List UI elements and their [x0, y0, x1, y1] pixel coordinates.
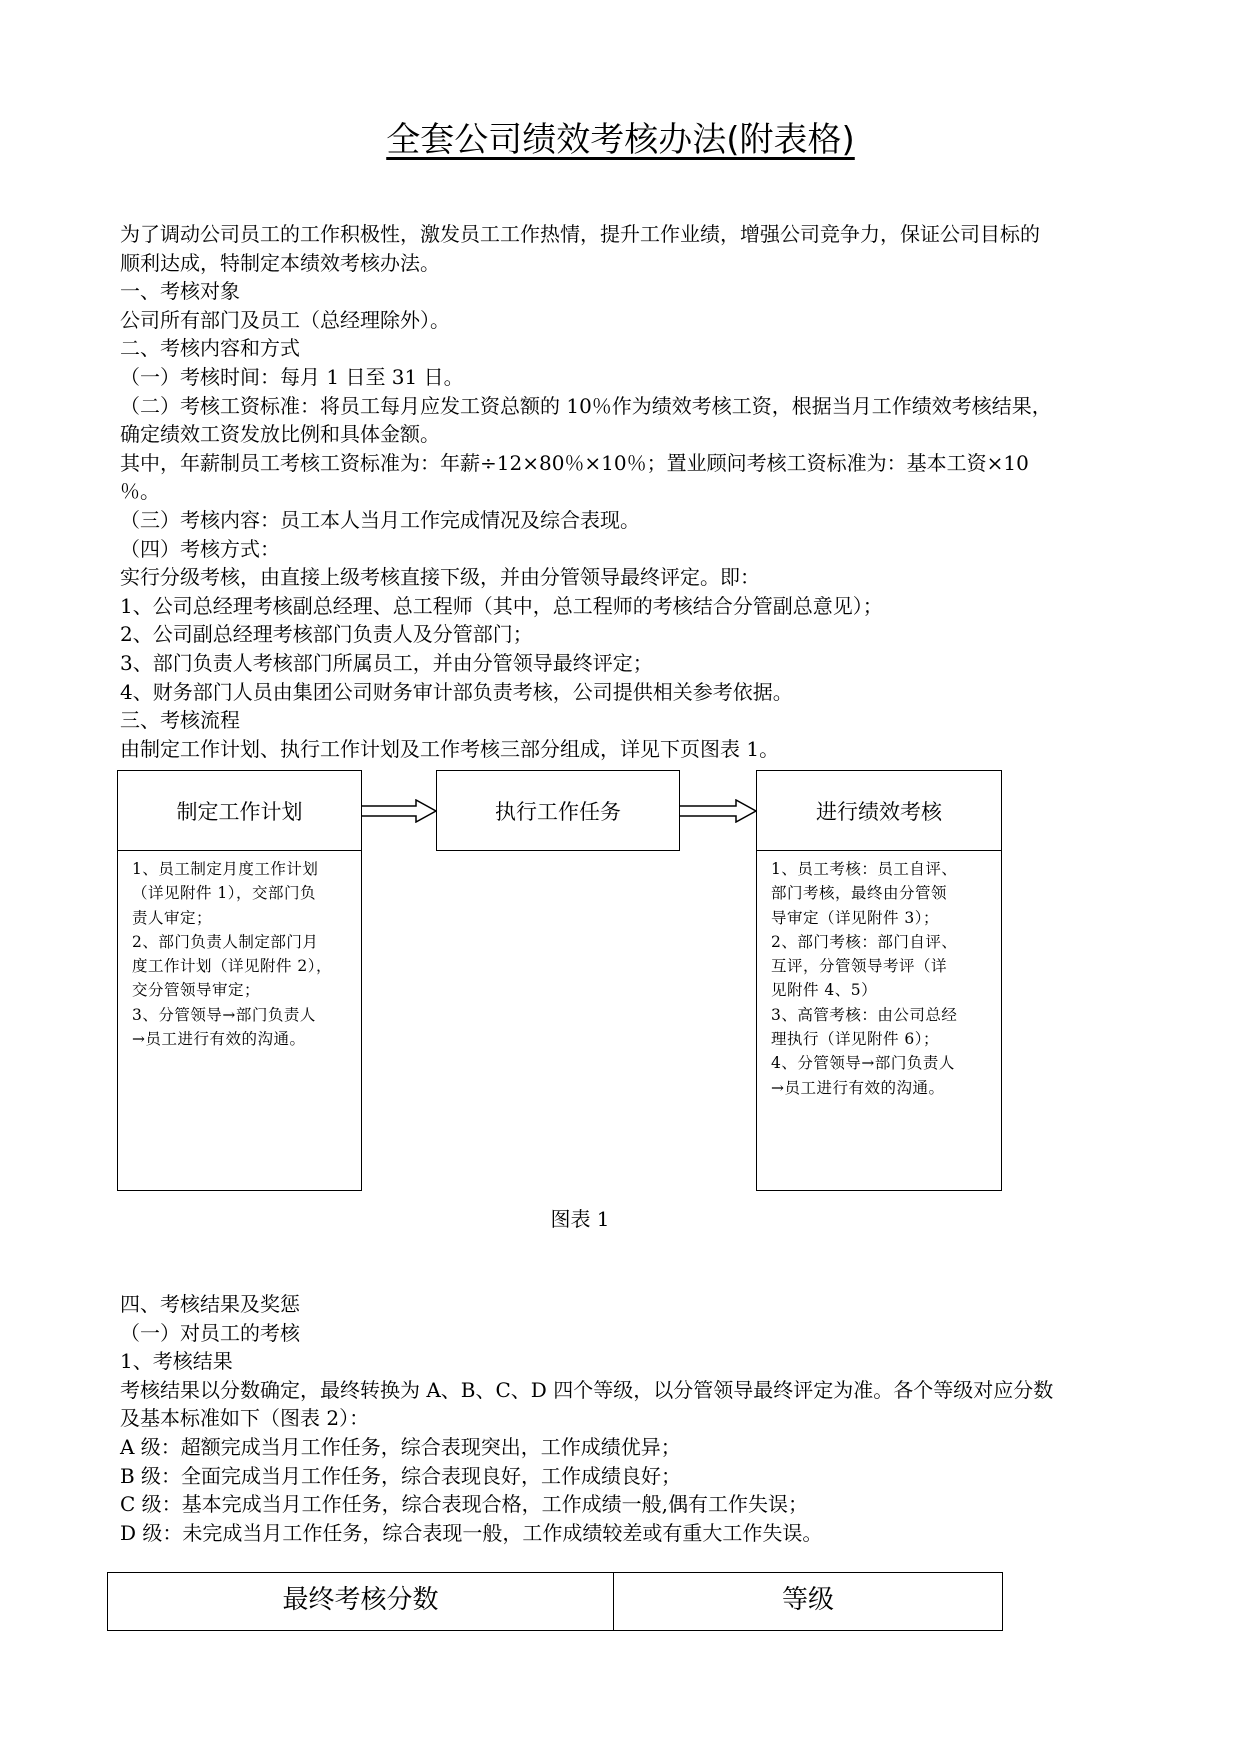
paragraph-line: （一）考核时间：每月 1 日至 31 日。: [120, 364, 464, 389]
flow-box-line: 4、分管领导→部门负责人: [771, 1054, 955, 1073]
list-item: C 级：基本完成当月工作任务，综合表现合格，工作成绩一般,偶有工作失误；: [120, 1492, 809, 1517]
flow-box-line: 2、部门考核：部门自评、: [771, 932, 958, 951]
list-item: 4、财务部门人员由集团公司财务审计部负责考核，公司提供相关参考依据。: [120, 679, 793, 704]
flow-box-evaluate-title: [756, 770, 1002, 851]
flow-box-line: 度工作计划（详见附件 2），: [132, 957, 333, 976]
paragraph-line: 公司所有部门及员工（总经理除外）。: [120, 307, 450, 332]
paragraph-line: 及基本标准如下（图表 2）：: [120, 1406, 370, 1431]
flow-box-line: 见附件 4、5）: [771, 981, 878, 1000]
paragraph-line: （二）考核工资标准：将员工每月应发工资总额的 10％作为绩效考核工资，根据当月工作绩效考核结果，: [120, 393, 1052, 418]
flow-box-plan-body: [117, 850, 362, 1191]
table-header-grade: 等级: [614, 1573, 1003, 1631]
section-heading: 一、考核对象: [120, 279, 240, 304]
paragraph-line: 顺利达成，特制定本绩效考核办法。: [120, 250, 440, 275]
figure-caption: 图表 1: [550, 1207, 610, 1231]
flow-arrow-icon: [362, 799, 438, 823]
flow-box-plan-title: [117, 770, 362, 851]
section-heading: 三、考核流程: [120, 708, 240, 733]
flow-box-line: 理执行（详见附件 6）；: [771, 1030, 940, 1049]
section-heading: 二、考核内容和方式: [120, 336, 300, 361]
flow-box-line: 责人审定；: [132, 908, 213, 927]
flow-box-line: →员工进行有效的沟通。: [771, 1078, 945, 1097]
flow-box-line: （详见附件 1），交部门负: [132, 884, 317, 903]
table-header-row: [108, 1573, 1003, 1631]
list-item: 2、公司副总经理考核部门负责人及分管部门；: [120, 622, 533, 647]
page-title: 全套公司绩效考核办法(附表格): [386, 120, 855, 160]
flow-box-line: 交分管领导审定；: [132, 981, 261, 1000]
paragraph-line: 确定绩效工资发放比例和具体金额。: [120, 422, 440, 447]
paragraph-line: （三）考核内容：员工本人当月工作完成情况及综合表现。: [120, 507, 640, 532]
list-item: 1、公司总经理考核副总经理、总工程师（其中，总工程师的考核结合分管副总意见）；: [120, 593, 883, 618]
paragraph-line: 由制定工作计划、执行工作计划及工作考核三部分组成，详见下页图表 1。: [120, 736, 780, 761]
paragraph-line: 考核结果以分数确定，最终转换为 A、B、C、D 四个等级，以分管领导最终评定为准。各个等级对应分数: [120, 1377, 1054, 1402]
flow-box-line: 互评，分管领导考评（详: [771, 957, 948, 976]
paragraph-line: 其中，年薪制员工考核工资标准为：年薪÷12×80％×10％；置业顾问考核工资标准为：基本工资×10: [120, 450, 1029, 475]
flow-box-evaluate-label: 进行绩效考核: [816, 799, 942, 824]
paragraph-line: （四）考核方式：: [120, 536, 280, 561]
list-item: 3、部门负责人考核部门所属员工，并由分管领导最终评定；: [120, 650, 653, 675]
results-section: [120, 1290, 1130, 1547]
paragraph-line: 为了调动公司员工的工作积极性，激发员工工作热情，提升工作业绩，增强公司竞争力，保证公司目标的: [120, 222, 1040, 246]
list-item: D 级：未完成当月工作任务，综合表现一般，工作成绩较差或有重大工作失误。: [120, 1520, 823, 1545]
flow-box-line: 1、员工制定月度工作计划: [132, 860, 319, 878]
flow-box-line: 导审定（详见附件 3）；: [771, 908, 940, 927]
list-item: A 级：超额完成当月工作任务，综合表现突出，工作成绩优异；: [120, 1434, 681, 1459]
flow-arrow-icon: [680, 799, 758, 823]
grade-table: [107, 1572, 1003, 1631]
flow-box-line: →员工进行有效的沟通。: [132, 1030, 306, 1049]
flow-box-line: 部门考核，最终由分管领: [771, 884, 948, 903]
flow-box-line: 3、高管考核：由公司总经: [771, 1005, 958, 1024]
section-heading: 1、考核结果: [120, 1349, 233, 1374]
flow-box-execute: [436, 770, 680, 851]
intro-section: [120, 220, 1130, 763]
table-header-score: 最终考核分数: [108, 1573, 614, 1631]
section-heading: （一）对员工的考核: [120, 1320, 300, 1345]
paragraph-line: 实行分级考核，由直接上级考核直接下级，并由分管领导最终评定。即：: [120, 565, 760, 590]
flow-box-line: 2、部门负责人制定部门月: [132, 932, 319, 951]
flow-box-line: 3、分管领导→部门负责人: [132, 1005, 316, 1024]
list-item: B 级：全面完成当月工作任务，综合表现良好，工作成绩良好；: [120, 1463, 682, 1488]
flow-box-execute-label: 执行工作任务: [495, 799, 621, 824]
flow-box-plan-label: 制定工作计划: [176, 799, 303, 824]
paragraph-line: ％。: [120, 479, 160, 504]
flow-box-evaluate-body: [756, 850, 1002, 1191]
section-heading: 四、考核结果及奖惩: [120, 1292, 300, 1316]
flow-box-line: 1、员工考核：员工自评、: [771, 860, 958, 878]
